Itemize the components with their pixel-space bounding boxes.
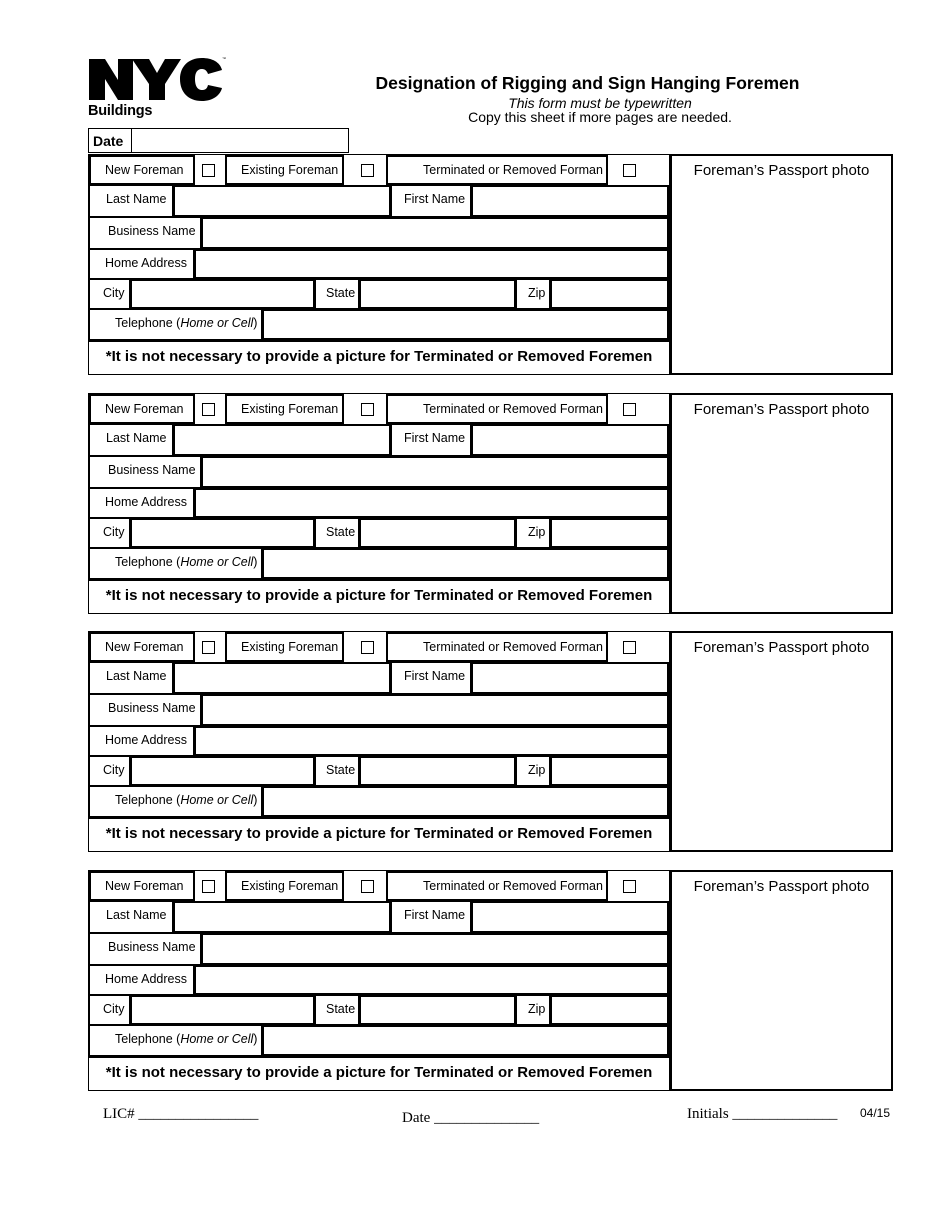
home-address-label: Home Address [105,733,187,747]
divider [89,579,671,581]
business-name-field[interactable] [201,456,669,488]
home-address-label: Home Address [105,256,187,270]
zip-field[interactable] [550,995,669,1025]
last-name-label: Last Name [106,669,167,683]
date-label: Date [89,129,132,152]
zip-field[interactable] [550,756,669,786]
first-name-label-box [391,185,471,217]
terminated-checkbox[interactable] [623,164,636,177]
terminated-label: Terminated or Removed Forman [423,402,603,416]
svg-text:™: ™ [222,56,226,61]
last-name-label-box [89,901,173,933]
city-field[interactable] [130,995,315,1025]
telephone-row [89,309,669,340]
picture-note: *It is not necessary to provide a picture for Terminated or Removed Foremen [105,348,653,365]
picture-note: *It is not necessary to provide a picture for Terminated or Removed Foremen [105,587,653,604]
new-foreman-checkbox[interactable] [202,403,215,416]
form-version: 04/15 [860,1106,891,1120]
business-name-label: Business Name [108,940,196,954]
passport-photo-label: Foreman’s Passport photo [693,401,870,418]
telephone-row [89,1025,669,1056]
foreman-block [88,154,893,375]
last-name-field[interactable] [173,662,391,694]
logo-subtext: Buildings [88,103,153,119]
new-foreman-label-box [89,394,195,424]
business-name-field[interactable] [201,933,669,965]
home-address-field[interactable] [194,726,669,756]
new-foreman-label: New Foreman [105,640,184,654]
telephone-field[interactable] [262,1025,669,1056]
zip-label-box [516,756,550,786]
foreman-info-section [88,631,670,852]
nyc-logo-icon [88,56,228,102]
name-row [89,901,669,933]
new-foreman-checkbox[interactable] [202,880,215,893]
terminated-checkbox[interactable] [623,403,636,416]
picture-note: *It is not necessary to provide a picture for Terminated or Removed Foremen [105,1064,653,1081]
new-foreman-checkbox[interactable] [202,164,215,177]
city-label: City [103,525,125,539]
form-instructions: Copy this sheet if more pages are needed. [468,109,732,125]
first-name-field[interactable] [471,901,669,933]
city-label-box [89,518,130,548]
zip-field[interactable] [550,518,669,548]
existing-foreman-label-box [225,394,344,424]
foreman-info-section [88,870,670,1091]
form-title: Designation of Rigging and Sign Hanging Foremen [375,73,800,93]
foreman-info-section [88,154,670,375]
new-foreman-label: New Foreman [105,879,184,893]
state-label-box [315,279,359,309]
existing-foreman-checkbox[interactable] [361,641,374,654]
city-label-box [89,279,130,309]
terminated-label: Terminated or Removed Forman [423,640,603,654]
telephone-field[interactable] [262,786,669,817]
first-name-field[interactable] [471,185,669,217]
state-label: State [326,1002,356,1016]
new-foreman-label: New Foreman [105,402,184,416]
first-name-label-box [391,901,471,933]
new-foreman-label-box [89,871,195,901]
date-field[interactable] [133,129,348,152]
passport-photo-label: Foreman’s Passport photo [693,162,870,179]
city-row [89,995,669,1025]
city-label-box [89,756,130,786]
address-row [89,249,669,279]
telephone-label: Telephone (Home or Cell) [115,793,258,807]
status-row [89,155,669,185]
state-label-box [315,995,359,1025]
last-name-label-box [89,185,173,217]
name-row [89,662,669,694]
first-name-label: First Name [404,669,466,683]
first-name-label-box [391,424,471,456]
home-address-label-box [89,965,194,995]
telephone-label: Telephone (Home or Cell) [115,1032,258,1046]
first-name-field[interactable] [471,662,669,694]
address-row [89,726,669,756]
home-address-field[interactable] [194,965,669,995]
picture-note: *It is not necessary to provide a picture for Terminated or Removed Foremen [105,825,653,842]
new-foreman-label: New Foreman [105,163,184,177]
footer-date-field[interactable]: Date ______________ [402,1110,540,1126]
passport-photo-box[interactable] [670,870,893,1091]
status-row [89,871,669,901]
first-name-label: First Name [404,908,466,922]
last-name-label: Last Name [106,431,167,445]
name-row [89,424,669,456]
terminated-checkbox[interactable] [623,641,636,654]
telephone-label: Telephone (Home or Cell) [115,316,258,330]
foreman-block [88,393,893,614]
date-box [88,128,349,153]
first-name-label: First Name [404,431,466,445]
city-label: City [103,1002,125,1016]
city-row [89,518,669,548]
home-address-label-box [89,249,194,279]
city-field[interactable] [130,279,315,309]
business-name-label-box [89,694,201,726]
passport-photo-box[interactable] [670,393,893,614]
city-row [89,279,669,309]
foreman-block [88,631,893,852]
last-name-field[interactable] [173,185,391,217]
zip-label: Zip [528,286,546,300]
state-label: State [326,286,356,300]
existing-foreman-checkbox[interactable] [361,164,374,177]
telephone-field[interactable] [262,548,669,579]
first-name-label-box [391,662,471,694]
last-name-field[interactable] [173,901,391,933]
existing-foreman-checkbox[interactable] [361,880,374,893]
telephone-row [89,548,669,579]
state-field[interactable] [359,518,516,548]
last-name-field[interactable] [173,424,391,456]
existing-foreman-label: Existing Foreman [241,402,339,416]
terminated-label: Terminated or Removed Forman [423,879,603,893]
last-name-label: Last Name [106,192,167,206]
terminated-label-box [386,155,608,185]
form-subtitle: This form must be typewritten [508,95,692,111]
address-row [89,965,669,995]
home-address-field[interactable] [194,488,669,518]
new-foreman-label-box [89,155,195,185]
business-name-label: Business Name [108,463,196,477]
city-field[interactable] [130,518,315,548]
first-name-field[interactable] [471,424,669,456]
terminated-label-box [386,632,608,662]
status-row [89,394,669,424]
terminated-checkbox[interactable] [623,880,636,893]
existing-foreman-label-box [225,871,344,901]
telephone-field[interactable] [262,309,669,340]
existing-foreman-label: Existing Foreman [241,163,339,177]
state-label-box [315,756,359,786]
city-label-box [89,995,130,1025]
city-label: City [103,286,125,300]
lic-number-field[interactable]: LIC# ________________ [103,1106,259,1122]
last-name-label-box [89,424,173,456]
state-label: State [326,763,356,777]
business-name-field[interactable] [201,694,669,726]
name-row [89,185,669,217]
terminated-label-box [386,394,608,424]
home-address-label-box [89,488,194,518]
terminated-label-box [386,871,608,901]
state-field[interactable] [359,756,516,786]
zip-label-box [516,279,550,309]
home-address-field[interactable] [194,249,669,279]
existing-foreman-label-box [225,632,344,662]
state-label-box [315,518,359,548]
zip-label: Zip [528,763,546,777]
business-name-label: Business Name [108,701,196,715]
business-name-label-box [89,217,201,249]
first-name-label: First Name [404,192,466,206]
existing-foreman-label: Existing Foreman [241,879,339,893]
nyc-buildings-logo [88,56,228,122]
existing-foreman-checkbox[interactable] [361,403,374,416]
telephone-label-box [89,786,262,817]
business-name-label-box [89,456,201,488]
initials-field[interactable]: Initials ______________ [687,1106,838,1122]
passport-photo-box[interactable] [670,154,893,375]
last-name-label-box [89,662,173,694]
zip-label-box [516,995,550,1025]
last-name-label: Last Name [106,908,167,922]
zip-label: Zip [528,1002,546,1016]
passport-photo-box[interactable] [670,631,893,852]
business-row [89,217,669,249]
new-foreman-checkbox[interactable] [202,641,215,654]
business-row [89,933,669,965]
passport-photo-label: Foreman’s Passport photo [693,878,870,895]
passport-photo-label: Foreman’s Passport photo [693,639,870,656]
zip-label-box [516,518,550,548]
telephone-label-box [89,548,262,579]
existing-foreman-label: Existing Foreman [241,640,339,654]
address-row [89,488,669,518]
divider [89,1056,671,1058]
divider [89,817,671,819]
state-field[interactable] [359,279,516,309]
home-address-label-box [89,726,194,756]
city-row [89,756,669,786]
telephone-row [89,786,669,817]
state-field[interactable] [359,995,516,1025]
business-name-label: Business Name [108,224,196,238]
foreman-info-section [88,393,670,614]
business-row [89,694,669,726]
home-address-label: Home Address [105,972,187,986]
foreman-block [88,870,893,1091]
terminated-label: Terminated or Removed Forman [423,163,603,177]
telephone-label: Telephone (Home or Cell) [115,555,258,569]
business-name-field[interactable] [201,217,669,249]
telephone-label-box [89,1025,262,1056]
city-label: City [103,763,125,777]
state-label: State [326,525,356,539]
divider [89,340,671,342]
telephone-label-box [89,309,262,340]
business-name-label-box [89,933,201,965]
business-row [89,456,669,488]
home-address-label: Home Address [105,495,187,509]
status-row [89,632,669,662]
zip-label: Zip [528,525,546,539]
new-foreman-label-box [89,632,195,662]
zip-field[interactable] [550,279,669,309]
existing-foreman-label-box [225,155,344,185]
city-field[interactable] [130,756,315,786]
